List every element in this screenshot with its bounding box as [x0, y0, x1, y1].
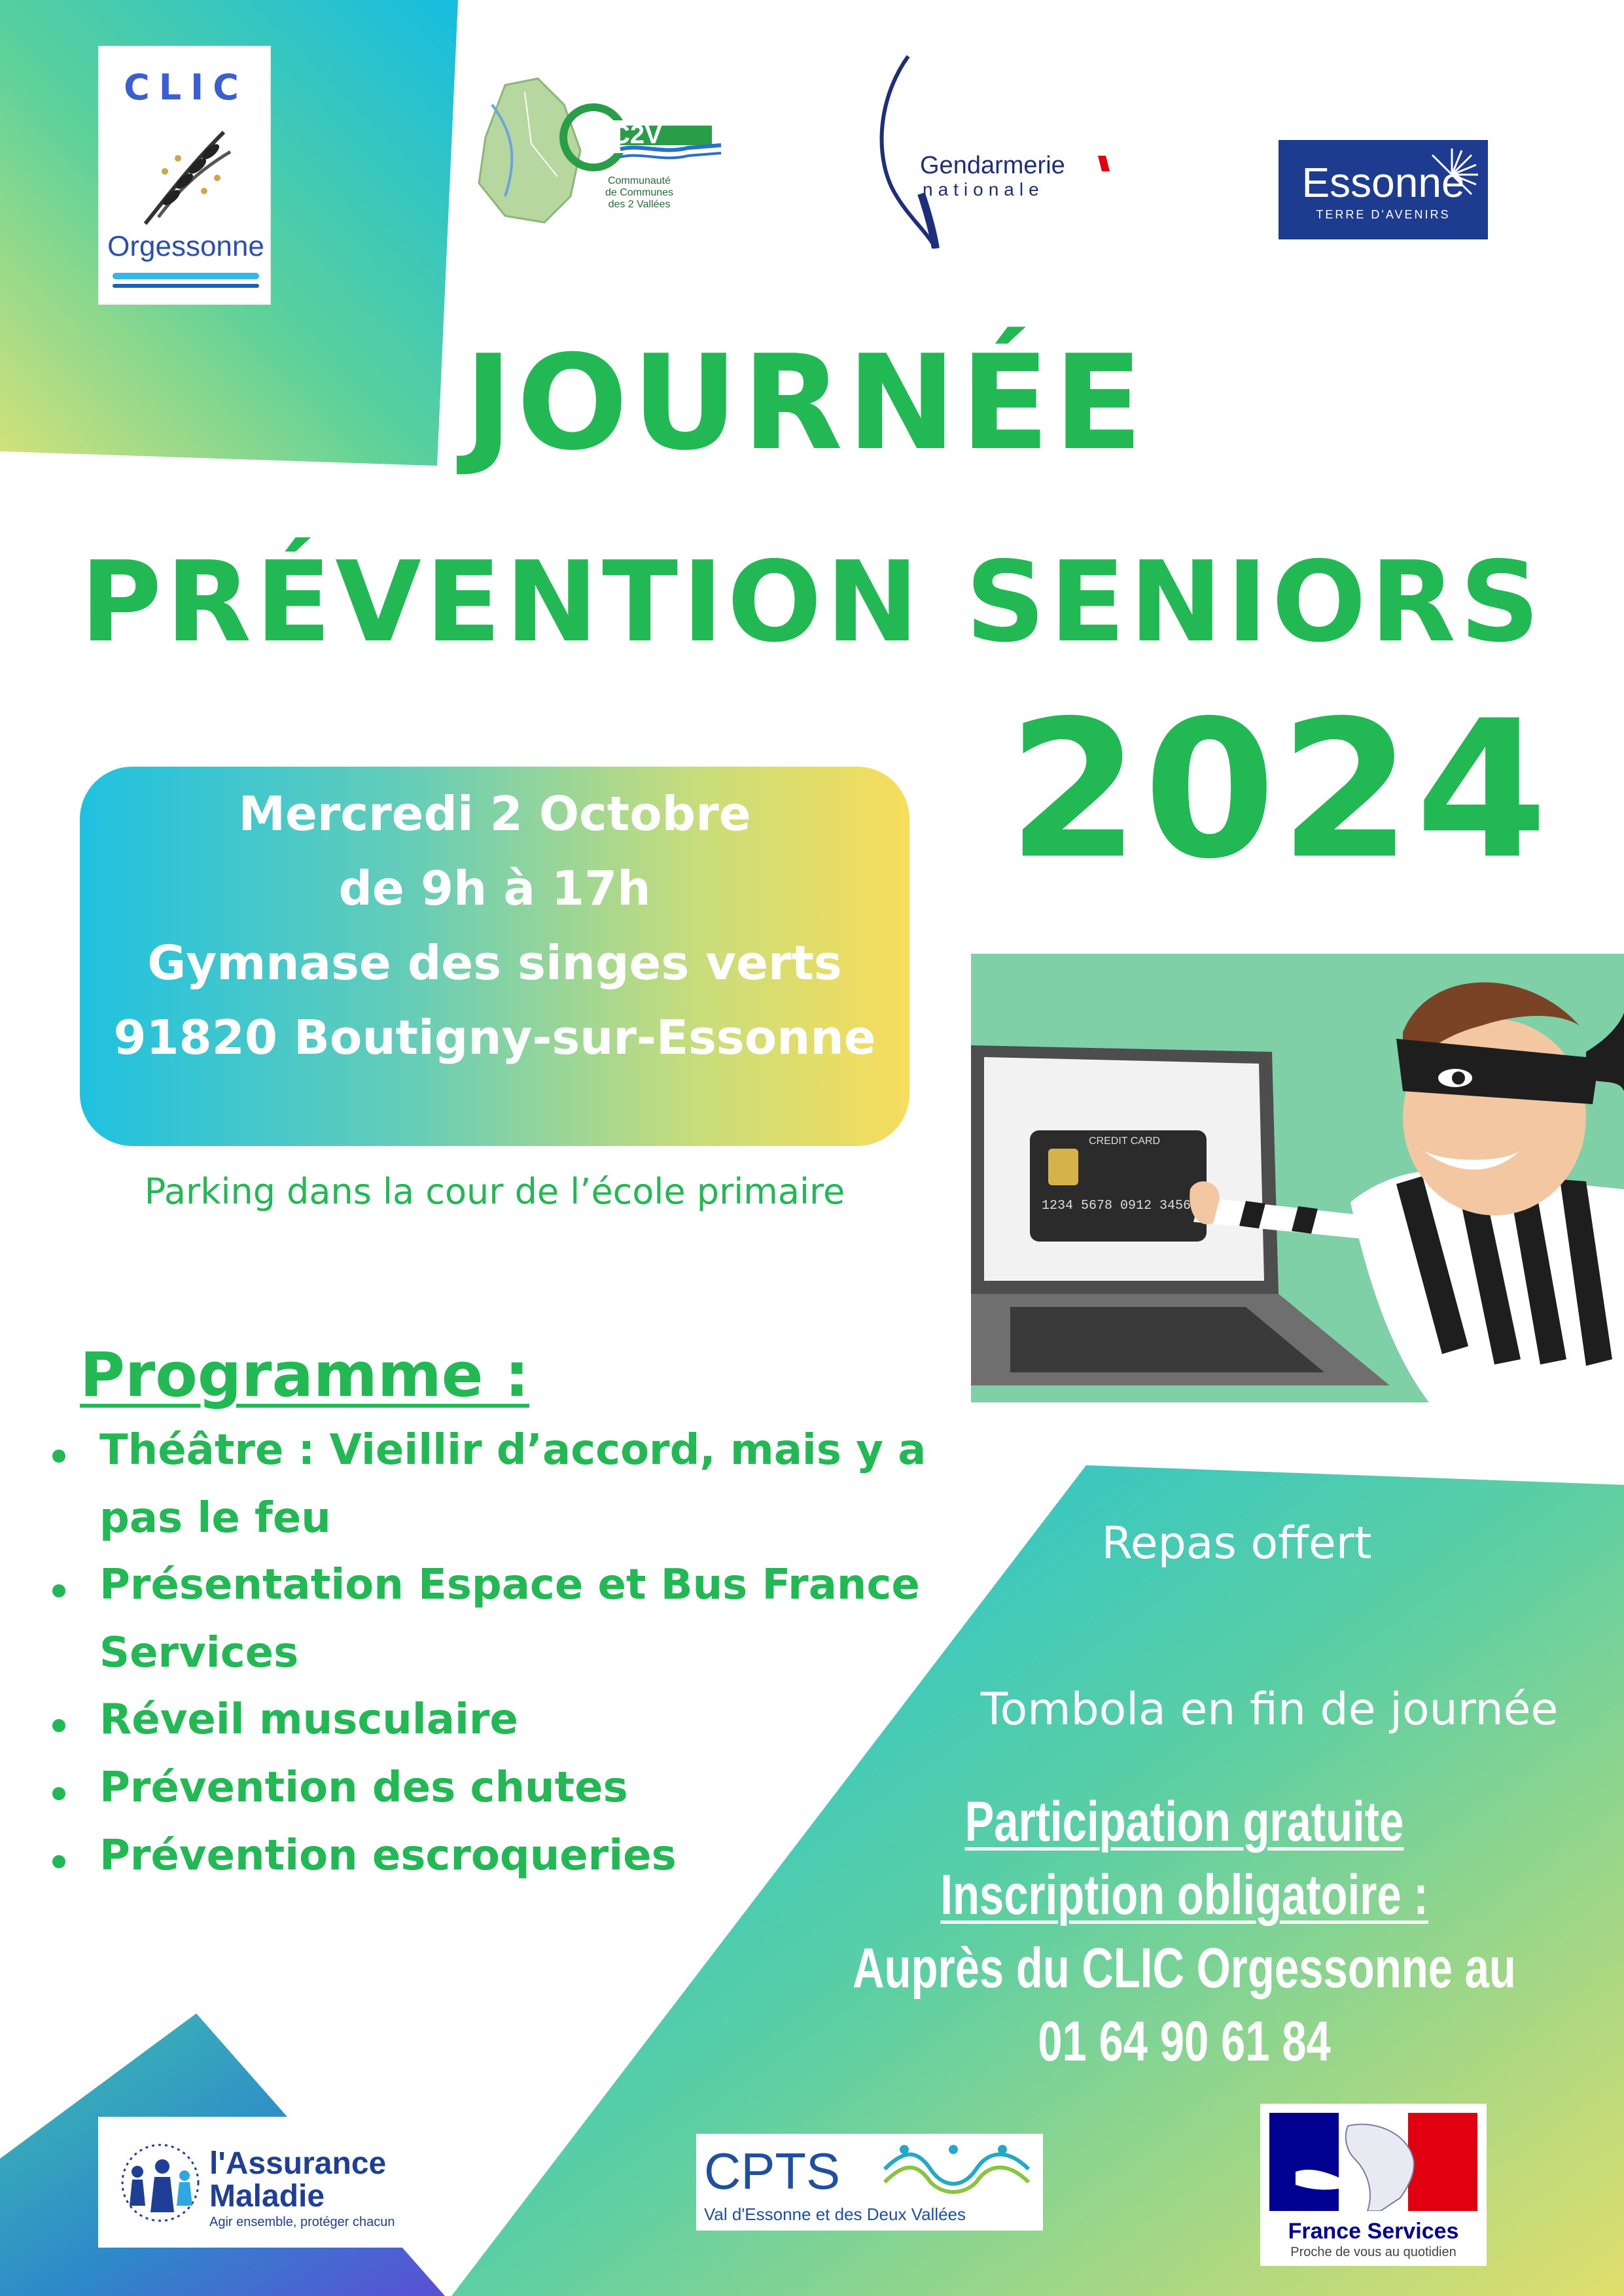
event-info-card — [80, 767, 909, 1146]
cpts-logo — [696, 2134, 1043, 2231]
programme-item-1-line-1: Théâtre : Vieillir d’accord, mais y a — [99, 1426, 927, 1474]
france-services-logo — [1260, 2104, 1487, 2266]
bullet-icon — [52, 1855, 65, 1868]
event-hours: de 9h à 17h — [338, 861, 651, 916]
registration-phone: 01 64 90 61 84 — [1038, 2010, 1331, 2073]
programme-item-4: Prévention des chutes — [99, 1764, 628, 1812]
wheat-icon — [132, 119, 237, 230]
cpts-line2: Val d'Essonne et des Deux Vallées — [704, 2204, 966, 2224]
registration-free: Participation gratuite — [964, 1790, 1404, 1853]
assurance-line2: Maladie — [209, 2179, 325, 2214]
card-label: CREDIT CARD — [1089, 1136, 1161, 1147]
map-icon — [466, 65, 730, 238]
programme-heading: Programme : — [80, 1340, 529, 1411]
registration-mandatory: Inscription obligatoire : — [940, 1864, 1428, 1926]
cpts-line1: CPTS — [704, 2142, 841, 2200]
c2v-caption-2: de Communes — [605, 187, 674, 198]
france-services-line2: Proche de vous au quotidien — [1290, 2245, 1456, 2259]
title-line-1: JOURNÉE — [464, 327, 1147, 479]
gendarmerie-logo — [862, 43, 1114, 249]
wave-stripe-2 — [113, 284, 259, 288]
thief-illustration — [971, 954, 1624, 1402]
bullet-icon — [52, 1584, 65, 1597]
programme-item-1-line-2: pas le feu — [99, 1494, 331, 1542]
registration-where: Auprès du CLIC Orgessonne au — [853, 1937, 1516, 2000]
orgessonne-logo-text: Orgessonne — [107, 230, 264, 262]
programme-item-5: Prévention escroqueries — [99, 1832, 677, 1880]
c2v-logo — [466, 65, 730, 238]
essonne-logo — [1279, 140, 1488, 239]
programme-item-2-line-2: Services — [99, 1629, 299, 1677]
programme-list — [47, 1426, 963, 1910]
gendarmerie-line1: Gendarmerie — [920, 152, 1065, 179]
bullet-icon — [52, 1450, 65, 1463]
event-date: Mercredi 2 Octobre — [238, 786, 751, 841]
clic-logo-text: CLIC — [124, 67, 248, 108]
bullet-icon — [52, 1719, 65, 1732]
title-line-2: PRÉVENTION SENIORS — [80, 538, 1544, 667]
c2v-caption-3: des 2 Vallées — [608, 199, 671, 210]
gendarmerie-line2: nationale — [923, 179, 1044, 200]
c2v-mark: C2V — [611, 120, 662, 149]
programme-item-2-line-1: Présentation Espace et Bus France — [99, 1561, 920, 1609]
france-services-line1: France Services — [1288, 2219, 1459, 2244]
assurance-tagline: Agir ensemble, protéger chacun — [209, 2215, 395, 2229]
meal-note: Repas offert — [1101, 1518, 1372, 1569]
parking-note: Parking dans la cour de l’école primaire — [144, 1171, 845, 1212]
bullet-icon — [52, 1787, 65, 1800]
tombola-note: Tombola en fin de journée — [980, 1684, 1559, 1735]
card-number: 1234 5678 0912 3456 — [1042, 1198, 1192, 1213]
clic-orgessonne-logo — [98, 46, 271, 305]
gendarmerie-arc-icon — [862, 43, 1114, 249]
assurance-line1: l'Assurance — [209, 2146, 387, 2181]
wave-stripe — [113, 273, 259, 279]
people-chain-icon — [878, 2143, 1035, 2195]
event-address: 91820 Boutigny-sur-Essonne — [113, 1010, 876, 1065]
marianne-icon — [1269, 2113, 1477, 2211]
essonne-line2: TERRE D'AVENIRS — [1316, 208, 1451, 221]
title-year: 2024 — [1008, 680, 1552, 901]
family-icon — [111, 2140, 209, 2225]
c2v-caption-1: Communauté — [607, 175, 671, 186]
assurance-maladie-logo — [98, 2117, 461, 2248]
programme-item-3: Réveil musculaire — [99, 1696, 518, 1744]
essonne-line1: Essonne — [1301, 159, 1465, 206]
thief-laptop-scene — [971, 954, 1624, 1402]
event-venue: Gymnase des singes verts — [147, 935, 842, 990]
